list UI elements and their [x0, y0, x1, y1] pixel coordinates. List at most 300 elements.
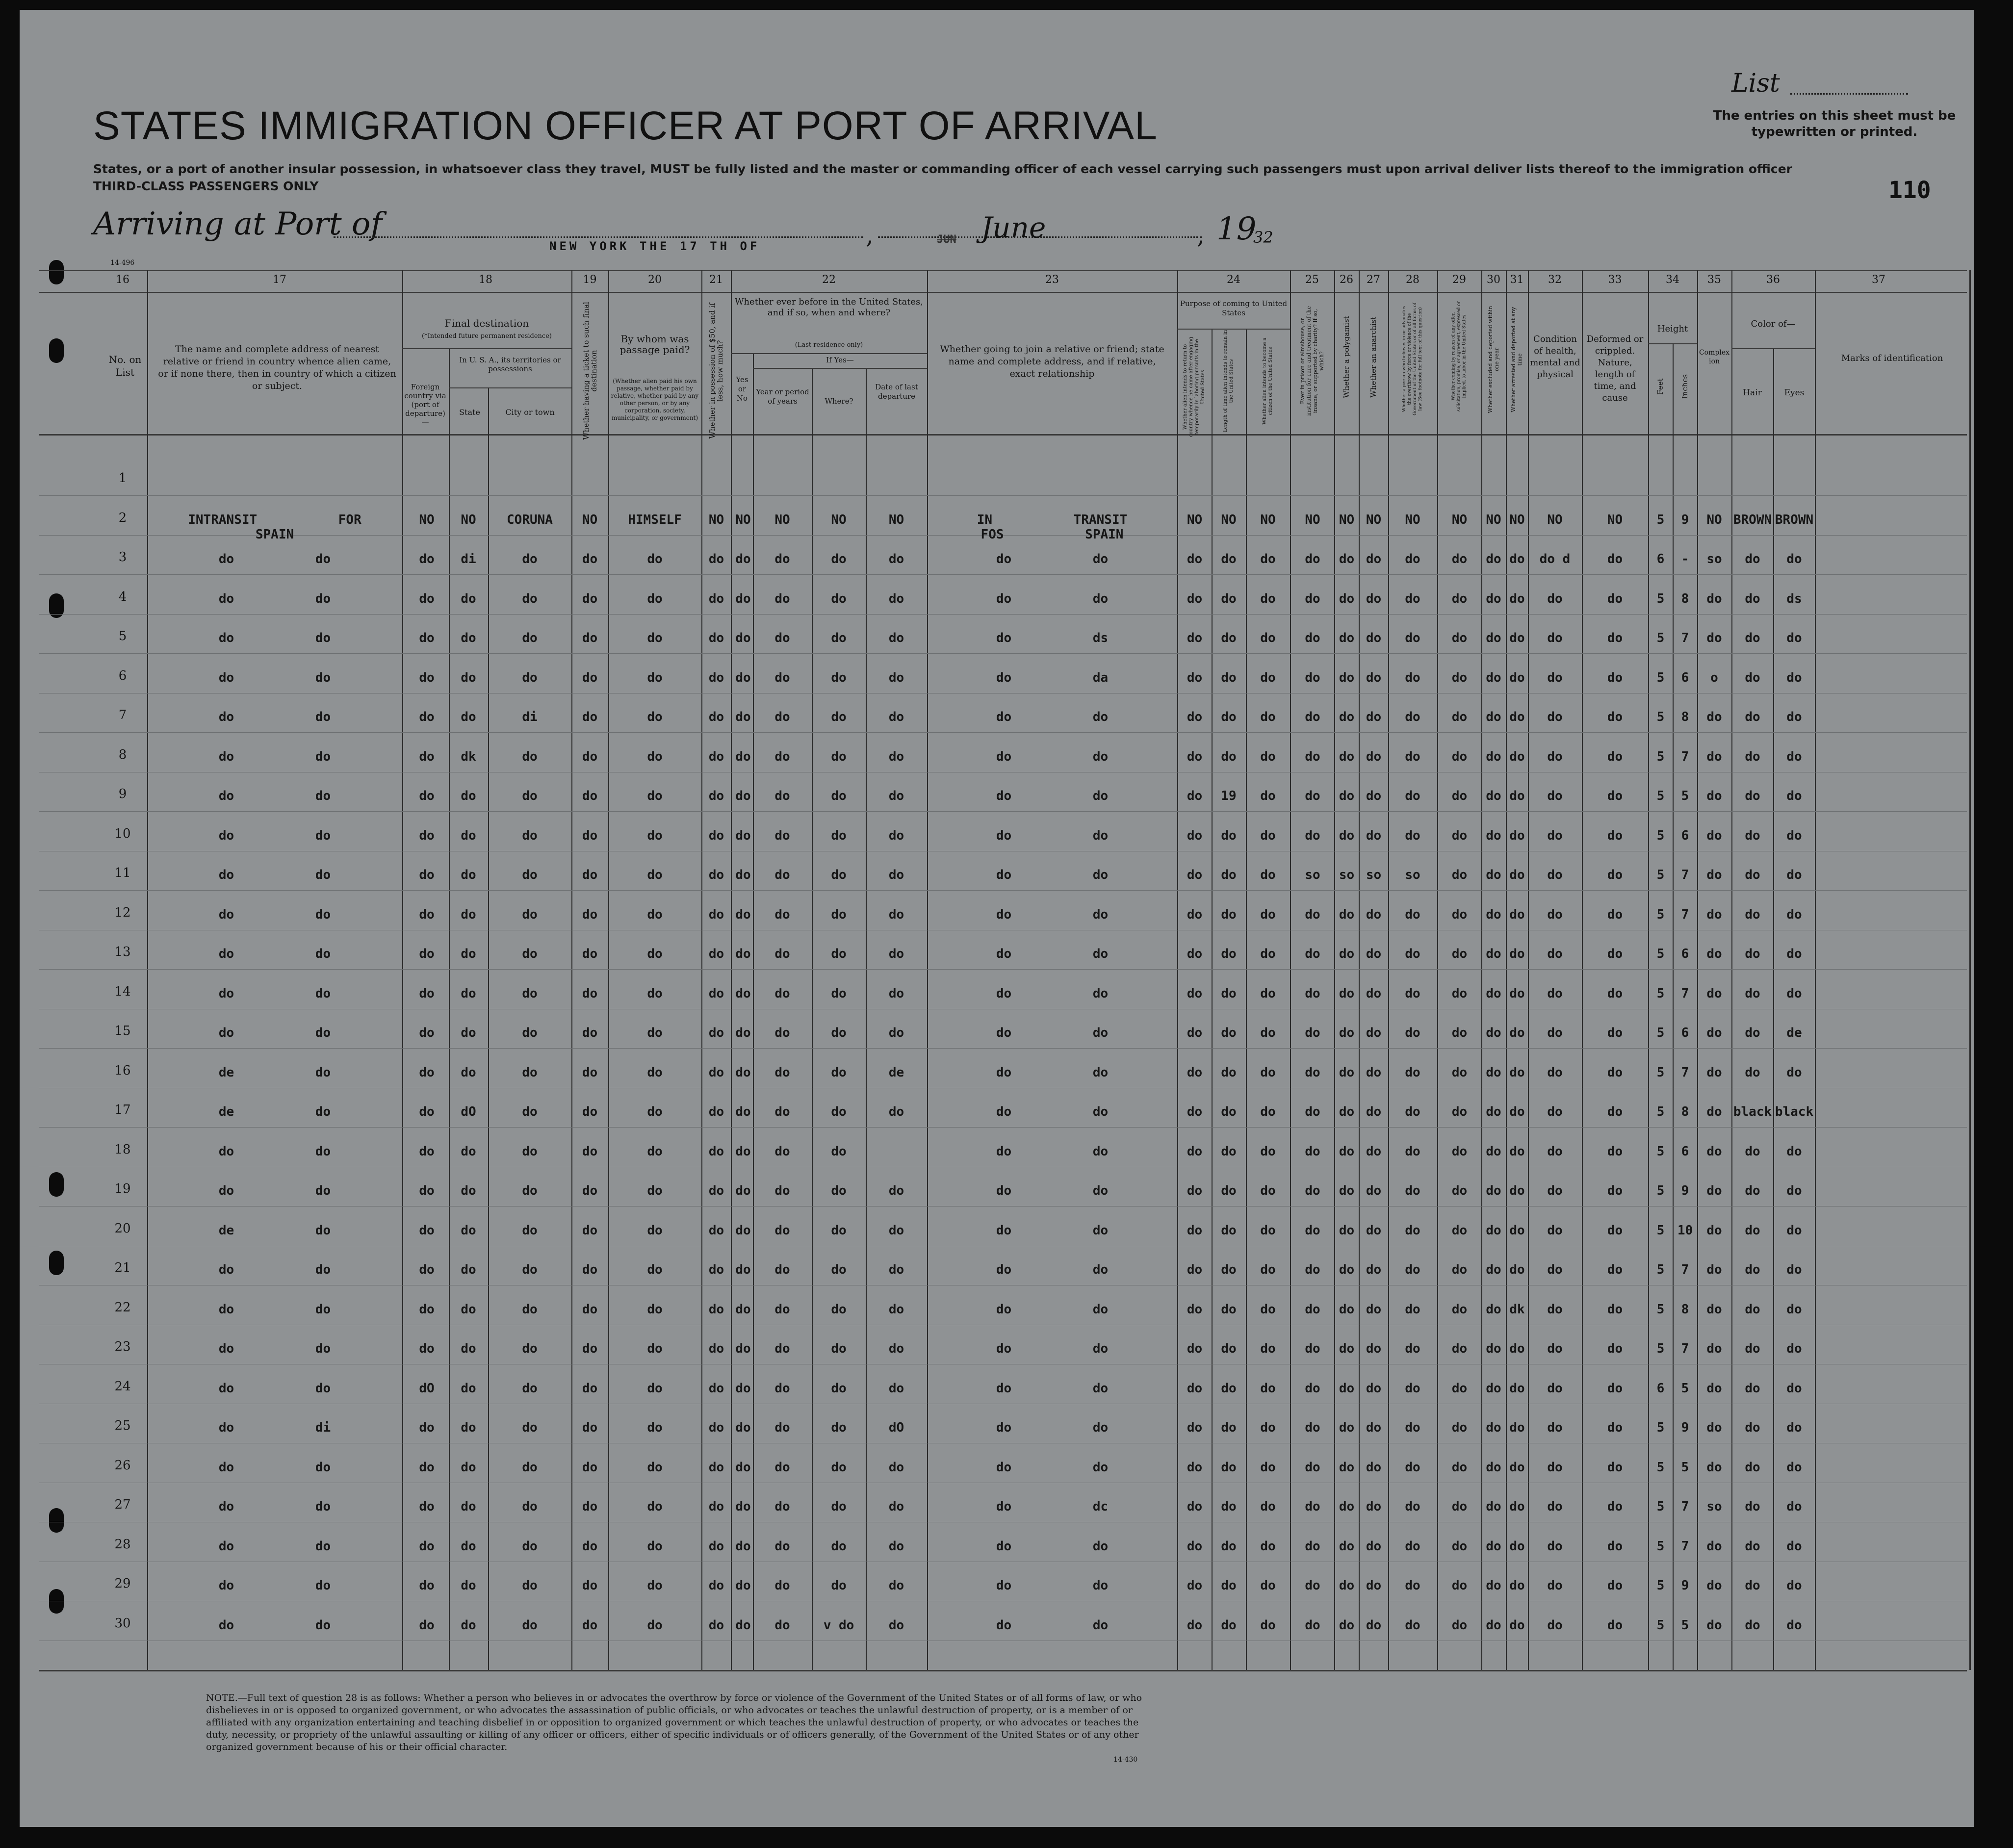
cell-purpose-b: do: [1221, 1144, 1237, 1159]
cell-state: do: [461, 1144, 476, 1159]
header-health: Condition of health, mental and physical: [1530, 334, 1580, 380]
cell-q30: do: [1486, 591, 1501, 606]
cell-q30: do: [1486, 789, 1501, 803]
cell-joining: do do: [996, 1420, 1109, 1435]
header-state: State: [459, 408, 480, 417]
row-number: 8: [118, 747, 127, 762]
cell-ticket: NO: [582, 512, 598, 527]
col-num-22: 22: [822, 274, 836, 286]
cell-inches: 9: [1681, 1420, 1689, 1435]
cell-paid-by: do: [647, 1460, 663, 1475]
cell-purpose-b: do: [1221, 1420, 1237, 1435]
cell-joining: do do: [996, 1223, 1109, 1238]
cell-purpose-a: do: [1187, 1578, 1203, 1593]
cell-health: do: [1547, 1223, 1563, 1238]
cell-q31: do: [1509, 1617, 1525, 1633]
cell-complexion: do: [1706, 907, 1722, 922]
header-q30: Whether excluded and deported within one year: [1487, 306, 1500, 413]
cell-ticket: do: [582, 710, 598, 724]
cell-purpose-c: do: [1260, 947, 1276, 961]
cell-hair: do: [1745, 868, 1760, 882]
cell-q28: do: [1405, 907, 1420, 922]
cell-before-yesno: do: [735, 1381, 751, 1396]
header-yes-no: Yes or No: [736, 375, 748, 403]
cell-state: do: [461, 1381, 476, 1396]
cell-purpose-b: do: [1221, 670, 1237, 685]
cell-before-where: do: [831, 1262, 847, 1277]
cell-q29: do: [1451, 1302, 1468, 1317]
cell-feet: 5: [1656, 1460, 1665, 1475]
col-num-25: 25: [1305, 274, 1319, 286]
cell-polygamist: do: [1339, 907, 1355, 922]
cell-q31: do: [1509, 907, 1525, 922]
cell-eyes: do: [1786, 552, 1802, 566]
cell-foreign-country: do: [419, 749, 435, 764]
cell-paid-by: do: [647, 749, 663, 764]
cell-hair: do: [1745, 1539, 1760, 1554]
cell-health: do: [1547, 1381, 1563, 1396]
cell-q30: do: [1486, 1420, 1501, 1435]
cell-foreign-country: do: [419, 670, 435, 685]
cell-q29: do: [1451, 1539, 1468, 1554]
cell-q29: do: [1451, 947, 1468, 961]
class-line: THIRD-CLASS PASSENGERS ONLY: [93, 179, 319, 193]
header-rule: [731, 353, 927, 354]
cell-nearest-relative: do do: [218, 789, 331, 803]
cell-purpose-b: do: [1221, 1026, 1237, 1040]
cell-before-year: do: [774, 670, 790, 685]
cell-prison: do: [1305, 591, 1320, 606]
cell-anarchist: do: [1366, 670, 1382, 685]
cell-before-yesno: do: [735, 749, 751, 764]
cell-anarchist: do: [1366, 1144, 1382, 1159]
cell-q28: do: [1405, 1499, 1420, 1514]
cell-purpose-a: do: [1187, 828, 1203, 843]
cell-purpose-a: do: [1187, 1341, 1203, 1356]
cell-inches: 9: [1681, 512, 1689, 527]
cell-possession: do: [708, 1578, 724, 1593]
cell-paid-by: do: [647, 1341, 663, 1356]
table-bottom-border: [39, 1670, 1967, 1671]
cell-complexion: so: [1706, 1499, 1722, 1514]
row-number: 22: [114, 1300, 131, 1315]
binder-hole: [49, 1172, 64, 1197]
cell-joining: do do: [996, 1460, 1109, 1475]
cell-hair: do: [1745, 1262, 1760, 1277]
cell-joining: do do: [996, 749, 1109, 764]
cell-hair: do: [1745, 1065, 1760, 1080]
cell-inches: 7: [1681, 986, 1689, 1001]
cell-q31: do: [1509, 947, 1525, 961]
cell-purpose-a: do: [1187, 552, 1203, 566]
cell-health: NO: [1547, 512, 1563, 527]
cell-possession: do: [708, 1539, 724, 1554]
cell-before-yesno: do: [735, 1539, 751, 1554]
cell-polygamist: do: [1339, 1341, 1355, 1356]
cell-purpose-c: do: [1260, 1578, 1276, 1593]
cell-foreign-country: do: [419, 986, 435, 1001]
cell-q28: do: [1405, 1065, 1420, 1080]
header-complexion: Complexion: [1699, 349, 1730, 365]
cell-purpose-b: do: [1221, 1183, 1237, 1198]
cell-anarchist: do: [1366, 1065, 1382, 1080]
cell-paid-by: do: [647, 1539, 663, 1554]
cell-q29: do: [1451, 670, 1468, 685]
cell-city: do: [522, 947, 538, 961]
col-num-31: 31: [1510, 274, 1524, 286]
cell-deformed: do: [1607, 1104, 1623, 1119]
cell-before-date: do: [888, 1460, 904, 1475]
cell-paid-by: do: [647, 1578, 663, 1593]
cell-purpose-b: do: [1221, 1341, 1237, 1356]
cell-paid-by: do: [647, 1223, 663, 1238]
cell-city: do: [522, 1341, 538, 1356]
cell-before-where: do: [831, 1460, 847, 1475]
cell-before-date: do: [888, 1578, 904, 1593]
cell-polygamist: do: [1339, 670, 1355, 685]
cell-possession: do: [708, 828, 724, 843]
cell-polygamist: do: [1339, 1223, 1355, 1238]
cell-q28: do: [1405, 789, 1420, 803]
page-title: STATES IMMIGRATION OFFICER AT PORT OF ARRIVAL: [93, 103, 1158, 148]
cell-feet: 5: [1656, 591, 1665, 606]
cell-polygamist: do: [1339, 1381, 1355, 1396]
cell-anarchist: do: [1366, 1578, 1382, 1593]
cell-state: dO: [461, 1104, 476, 1119]
cell-nearest-relative: do do: [218, 1341, 331, 1356]
cell-purpose-c: do: [1260, 1617, 1276, 1633]
cell-polygamist: do: [1339, 1420, 1355, 1435]
cell-state: do: [461, 1578, 476, 1593]
cell-q31: do: [1509, 1499, 1525, 1514]
cell-health: do: [1547, 907, 1563, 922]
sub-column-divider: [866, 368, 867, 1670]
cell-health: do: [1547, 947, 1563, 961]
cell-paid-by: do: [647, 591, 663, 606]
header-eyes: Eyes: [1784, 388, 1805, 398]
cell-deformed: do: [1607, 631, 1623, 645]
cell-purpose-c: do: [1260, 828, 1276, 843]
cell-before-where: do: [831, 1144, 847, 1159]
cell-polygamist: do: [1339, 1104, 1355, 1119]
cell-eyes: BROWN: [1775, 512, 1814, 527]
cell-anarchist: do: [1366, 749, 1382, 764]
cell-prison: do: [1305, 1144, 1320, 1159]
cell-hair: do: [1745, 1499, 1760, 1514]
cell-joining: do do: [996, 947, 1109, 961]
cell-purpose-a: do: [1187, 1499, 1203, 1514]
cell-q31: do: [1509, 591, 1525, 606]
col-num-32: 32: [1548, 274, 1562, 286]
cell-ticket: do: [582, 670, 598, 685]
cell-anarchist: NO: [1366, 512, 1382, 527]
cell-ticket: do: [582, 1144, 598, 1159]
col-num-18: 18: [479, 274, 492, 286]
cell-city: do: [522, 1420, 538, 1435]
cell-before-date: do: [888, 947, 904, 961]
row-rule: [39, 811, 1967, 812]
cell-city: do: [522, 1144, 538, 1159]
cell-foreign-country: do: [419, 1223, 435, 1238]
cell-joining: do do: [996, 1302, 1109, 1317]
cell-inches: 7: [1681, 868, 1689, 882]
cell-complexion: do: [1706, 1223, 1722, 1238]
cell-before-where: NO: [831, 512, 847, 527]
cell-health: do: [1547, 1104, 1563, 1119]
cell-anarchist: do: [1366, 1026, 1382, 1040]
cell-inches: 6: [1681, 1144, 1689, 1159]
cell-polygamist: do: [1339, 1302, 1355, 1317]
cell-nearest-relative: do do: [218, 710, 331, 724]
manifest-sheet: [20, 10, 1974, 1827]
row-number: 2: [118, 510, 127, 525]
column-divider: [608, 270, 609, 1670]
cell-purpose-b: do: [1221, 947, 1237, 961]
cell-anarchist: do: [1366, 1539, 1382, 1554]
cell-health: do: [1547, 1065, 1563, 1080]
binder-hole: [49, 593, 64, 618]
cell-prison: do: [1305, 1499, 1320, 1514]
cell-purpose-a: do: [1187, 1262, 1203, 1277]
cell-nearest-relative: do do: [218, 1617, 331, 1633]
cell-purpose-c: do: [1260, 670, 1276, 685]
cell-possession: do: [708, 670, 724, 685]
cell-prison: do: [1305, 1460, 1320, 1475]
cell-q31: do: [1509, 1420, 1525, 1435]
cell-eyes: do: [1786, 749, 1802, 764]
cell-city: do: [522, 868, 538, 882]
cell-joining: do do: [996, 1578, 1109, 1593]
cell-nearest-relative: do do: [218, 1144, 331, 1159]
cell-purpose-b: do: [1221, 1065, 1237, 1080]
cell-prison: do: [1305, 1065, 1320, 1080]
cell-q31: do: [1509, 868, 1525, 882]
header-purpose: Purpose of coming to United States: [1180, 299, 1288, 317]
cell-ticket: do: [582, 552, 598, 566]
cell-q30: do: [1486, 1539, 1501, 1554]
sub-column-divider: [812, 368, 813, 1670]
cell-health: do: [1547, 1617, 1563, 1633]
cell-joining: do do: [996, 1617, 1109, 1633]
cell-deformed: do: [1607, 1065, 1623, 1080]
cell-city: do: [522, 907, 538, 922]
cell-before-yesno: do: [735, 828, 751, 843]
cell-prison: do: [1305, 947, 1320, 961]
cell-q28: do: [1405, 710, 1420, 724]
cell-q29: do: [1451, 591, 1468, 606]
col-num-29: 29: [1452, 274, 1466, 286]
cell-purpose-b: do: [1221, 1460, 1237, 1475]
header-purpose-c: Whether alien intends to become a citizen of the United States: [1262, 337, 1273, 425]
cell-anarchist: do: [1366, 1499, 1382, 1514]
cell-possession: do: [708, 1302, 724, 1317]
header-hair: Hair: [1743, 388, 1762, 398]
cell-eyes: do: [1786, 1341, 1802, 1356]
row-rule: [39, 1127, 1967, 1128]
col-num-17: 17: [273, 274, 286, 286]
cell-q28: do: [1405, 828, 1420, 843]
cell-q29: do: [1451, 1499, 1468, 1514]
binder-hole: [49, 260, 64, 284]
cell-before-where: do: [831, 947, 847, 961]
cell-paid-by: do: [647, 907, 663, 922]
cell-before-where: do: [831, 1381, 847, 1396]
cell-complexion: NO: [1706, 512, 1722, 527]
cell-q29: do: [1451, 868, 1468, 882]
cell-hair: do: [1745, 710, 1760, 724]
cell-eyes: do: [1786, 789, 1802, 803]
row-number: 18: [114, 1142, 131, 1157]
cell-prison: so: [1305, 868, 1320, 882]
row-rule: [39, 574, 1967, 575]
cell-inches: 5: [1681, 1381, 1689, 1396]
cell-before-year: do: [774, 1341, 790, 1356]
cell-complexion: do: [1706, 1539, 1722, 1554]
cell-ticket: do: [582, 947, 598, 961]
cell-feet: 6: [1656, 1381, 1665, 1396]
cell-polygamist: do: [1339, 1026, 1355, 1040]
cell-q30: do: [1486, 1302, 1501, 1317]
cell-possession: do: [708, 1460, 724, 1475]
typed-port: NEW YORK THE 17 TH OF: [549, 239, 760, 253]
cell-nearest-relative: do do: [218, 1539, 331, 1554]
cell-before-yesno: do: [735, 1341, 751, 1356]
header-color-of: Color of—: [1751, 319, 1796, 329]
cell-paid-by: do: [647, 1617, 663, 1633]
cell-eyes: do: [1786, 1499, 1802, 1514]
cell-complexion: do: [1706, 1104, 1722, 1119]
cell-state: do: [461, 868, 476, 882]
col-num-24: 24: [1227, 274, 1240, 286]
cell-ticket: do: [582, 1578, 598, 1593]
cell-q31: do: [1509, 1065, 1525, 1080]
cell-deformed: do: [1607, 828, 1623, 843]
cell-q28: do: [1405, 1341, 1420, 1356]
cell-q29: do: [1451, 907, 1468, 922]
cell-q29: do: [1451, 1223, 1468, 1238]
cell-q31: do: [1509, 828, 1525, 843]
cell-paid-by: do: [647, 1381, 663, 1396]
cell-before-date: do: [888, 789, 904, 803]
list-number-line: [1790, 92, 1908, 95]
cell-eyes: ds: [1786, 591, 1802, 606]
cell-paid-by: do: [647, 710, 663, 724]
cell-before-date: do: [888, 1223, 904, 1238]
cell-hair: do: [1745, 907, 1760, 922]
cell-q31: dk: [1509, 1302, 1525, 1317]
cell-health: do: [1547, 828, 1563, 843]
cell-prison: do: [1305, 1026, 1320, 1040]
cell-before-year: do: [774, 1183, 790, 1198]
cell-q28: do: [1405, 1144, 1420, 1159]
cell-hair: do: [1745, 1341, 1760, 1356]
cell-inches: 8: [1681, 1104, 1689, 1119]
cell-q30: do: [1486, 868, 1501, 882]
row-number: 23: [114, 1339, 131, 1354]
cell-q30: NO: [1486, 512, 1501, 527]
cell-polygamist: do: [1339, 591, 1355, 606]
cell-before-where: do: [831, 1578, 847, 1593]
cell-state: do: [461, 591, 476, 606]
cell-feet: 5: [1656, 1183, 1665, 1198]
cell-hair: do: [1745, 947, 1760, 961]
comma: ,: [866, 221, 874, 249]
cell-joining: do ds: [996, 631, 1109, 645]
cell-state: do: [461, 907, 476, 922]
cell-q30: do: [1486, 1617, 1501, 1633]
cell-deformed: do: [1607, 1183, 1623, 1198]
cell-joining: do do: [996, 986, 1109, 1001]
cell-anarchist: do: [1366, 1341, 1382, 1356]
cell-before-date: do: [888, 1026, 904, 1040]
cell-prison: do: [1305, 1578, 1320, 1593]
cell-before-yesno: do: [735, 1026, 751, 1040]
cell-hair: do: [1745, 631, 1760, 645]
cell-q28: so: [1405, 868, 1420, 882]
cell-purpose-c: do: [1260, 1223, 1276, 1238]
cell-eyes: do: [1786, 828, 1802, 843]
cell-before-yesno: do: [735, 907, 751, 922]
cell-joining: do do: [996, 710, 1109, 724]
header-year: Year or period of years: [756, 387, 809, 406]
cell-q28: do: [1405, 1026, 1420, 1040]
cell-q28: do: [1405, 591, 1420, 606]
cell-health: do: [1547, 1499, 1563, 1514]
cell-purpose-c: do: [1260, 1026, 1276, 1040]
cell-before-yesno: do: [735, 1302, 751, 1317]
cell-purpose-c: do: [1260, 1539, 1276, 1554]
cell-purpose-c: do: [1260, 907, 1276, 922]
cell-feet: 5: [1656, 749, 1665, 764]
cell-possession: do: [708, 710, 724, 724]
cell-eyes: de: [1786, 1026, 1802, 1040]
cell-deformed: do: [1607, 986, 1623, 1001]
cell-state: do: [461, 789, 476, 803]
cell-nearest-relative: do do: [218, 1183, 331, 1198]
comma: ,: [1197, 221, 1205, 249]
cell-foreign-country: do: [419, 947, 435, 961]
cell-eyes: black: [1775, 1104, 1814, 1119]
cell-before-yesno: do: [735, 710, 751, 724]
cell-paid-by: do: [647, 670, 663, 685]
cell-q31: do: [1509, 1578, 1525, 1593]
cell-before-year: do: [774, 828, 790, 843]
header-rule: [402, 348, 571, 349]
cell-prison: do: [1305, 1223, 1320, 1238]
cell-q30: do: [1486, 1065, 1501, 1080]
cell-inches: 6: [1681, 947, 1689, 961]
cell-before-year: NO: [774, 512, 790, 527]
cell-anarchist: do: [1366, 789, 1382, 803]
cell-q29: do: [1451, 552, 1468, 566]
cell-eyes: do: [1786, 670, 1802, 685]
col-num-21: 21: [709, 274, 723, 286]
cell-purpose-c: do: [1260, 1104, 1276, 1119]
cell-purpose-c: do: [1260, 1460, 1276, 1475]
cell-before-yesno: do: [735, 591, 751, 606]
cell-state: do: [461, 1302, 476, 1317]
cell-purpose-a: do: [1187, 1539, 1203, 1554]
cell-foreign-country: NO: [419, 512, 435, 527]
cell-purpose-c: do: [1260, 1341, 1276, 1356]
cell-before-date: do: [888, 749, 904, 764]
cell-q31: do: [1509, 710, 1525, 724]
cell-q28: do: [1405, 1262, 1420, 1277]
cell-foreign-country: do: [419, 1460, 435, 1475]
cell-complexion: do: [1706, 1302, 1722, 1317]
cell-joining: do do: [996, 907, 1109, 922]
cell-eyes: do: [1786, 631, 1802, 645]
